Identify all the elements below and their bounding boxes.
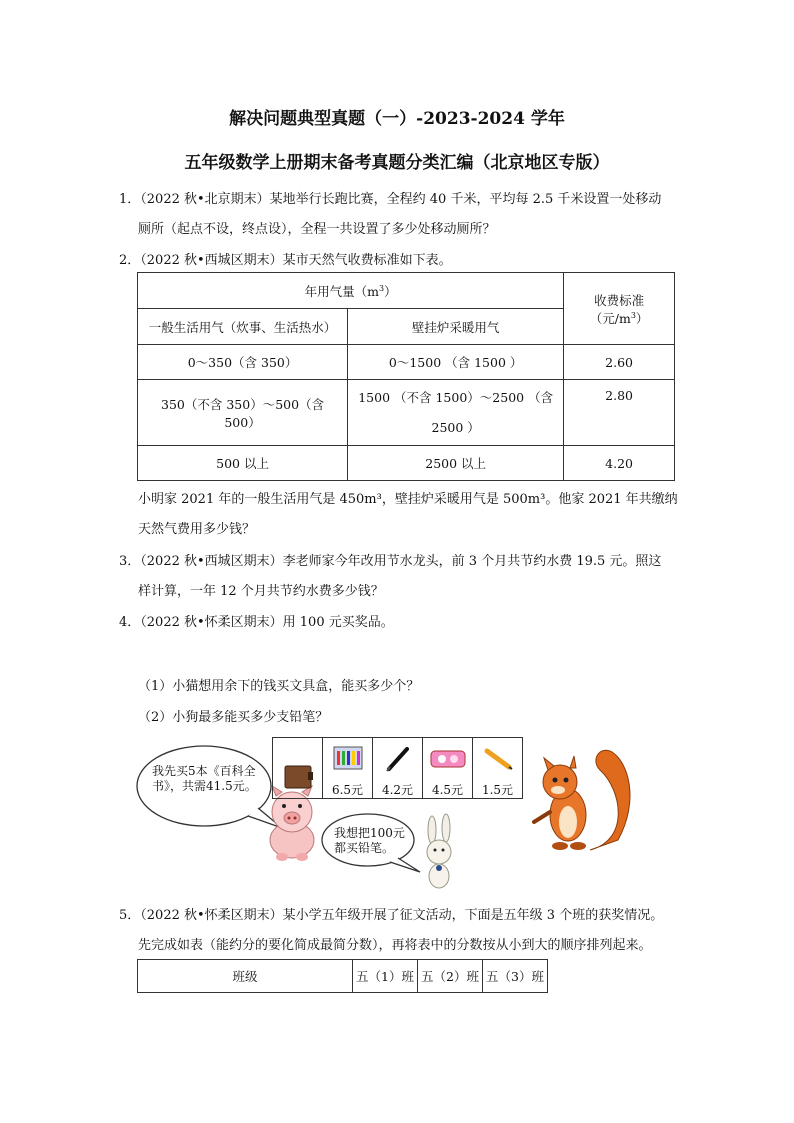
- q1-text-line2: 厕所（起点不设，终点设），全程一共设置了多少处移动厕所？: [138, 222, 496, 237]
- book-icon: [281, 760, 315, 794]
- goods-item: 4.5元: [423, 738, 473, 799]
- table-cell: 2500 以上: [348, 446, 564, 481]
- q1-text-line1: 1．（2022 秋•北京期末）某地举行长跑比赛，全程约 40 千米，平均每 2.5 千米设置一处移动: [119, 192, 662, 207]
- goods-item: 6.5元: [323, 738, 373, 799]
- pencil-case-icon: [331, 743, 365, 777]
- pen-icon: [381, 743, 415, 777]
- header-class-1: 五（1）班: [353, 960, 418, 993]
- pig-speech-text: 我先买5本《百科全书》，共需41.5元。: [152, 764, 257, 793]
- q5-text-line2: 先完成如表（能约分的要化简成最简分数），再将表中的分数按从小到大的顺序排列起来。: [138, 938, 652, 953]
- table-cell: 350（不含 350）～500（含 500）: [138, 380, 348, 446]
- q4-sub2: （2）小狗最多能买多少支铅笔？: [138, 710, 329, 725]
- class-award-table: [137, 959, 548, 993]
- table-cell: 4.20: [564, 446, 675, 481]
- header-usage: 年用气量$(m^3)$: [138, 273, 564, 309]
- rabbit-speech-text: 我想把100元都买铅笔。: [334, 826, 405, 855]
- q3-text-line2: 样计算，一年 12 个月共节约水费多少钱？: [138, 584, 384, 599]
- header-price: 收费标准（元$/m^3$）: [564, 273, 675, 345]
- q4-sub1: （1）小猫想用余下的钱买文具盒，能买多少个？: [138, 679, 420, 694]
- goods-price-strip: [272, 737, 523, 799]
- q2-after-line2: 天然气费用多少钱？: [138, 522, 256, 537]
- header-heating-use: 壁挂炉采暖用气: [348, 309, 564, 345]
- header-class: 班级: [138, 960, 353, 993]
- pencil-box-icon: [428, 743, 468, 777]
- q2-intro: 2．（2022 秋•西城区期末）某市天然气收费标准如下表。: [119, 253, 452, 268]
- goods-item: 1.5元: [473, 738, 523, 799]
- squirrel-icon: [534, 750, 630, 850]
- table-cell: 500 以上: [138, 446, 348, 481]
- doc-title-line1: 解决问题典型真题（一）-2023-2024 学年: [229, 109, 565, 129]
- goods-item: 4.2元: [373, 738, 423, 799]
- q3-text-line1: 3．（2022 秋•西城区期末）李老师家今年改用节水龙头，前 3 个月共节约水费 19.5 元。照这: [119, 554, 662, 569]
- table-cell: 2.60: [564, 345, 675, 380]
- pencil-icon: [481, 743, 515, 777]
- table-cell: 2.80: [564, 380, 675, 446]
- table-cell: 1500 （不含 1500）～2500 （含 2500 ）: [348, 380, 564, 446]
- q2-after-line1: 小明家 2021 年的一般生活用气是 450m³，壁挂炉采暖用气是 500m³。他家 2021 年共缴纳: [138, 492, 678, 507]
- doc-title-line2: 五年级数学上册期末备考真题分类汇编（北京地区专版）: [184, 153, 610, 173]
- goods-item: [273, 738, 323, 799]
- header-class-2: 五（2）班: [418, 960, 483, 993]
- q5-text-line1: 5．（2022 秋•怀柔区期末）某小学五年级开展了征文活动，下面是五年级 3 个班的获奖情况。: [119, 908, 664, 923]
- q4-intro: 4．（2022 秋•怀柔区期末）用 100 元买奖品。: [119, 615, 394, 630]
- table-cell: 0～350（含 350）: [138, 345, 348, 380]
- rabbit-icon: [427, 814, 451, 888]
- table-cell: 0～1500 （含 1500 ）: [348, 345, 564, 380]
- header-general-use: 一般生活用气（炊事、生活热水）: [138, 309, 348, 345]
- header-class-3: 五（3）班: [483, 960, 548, 993]
